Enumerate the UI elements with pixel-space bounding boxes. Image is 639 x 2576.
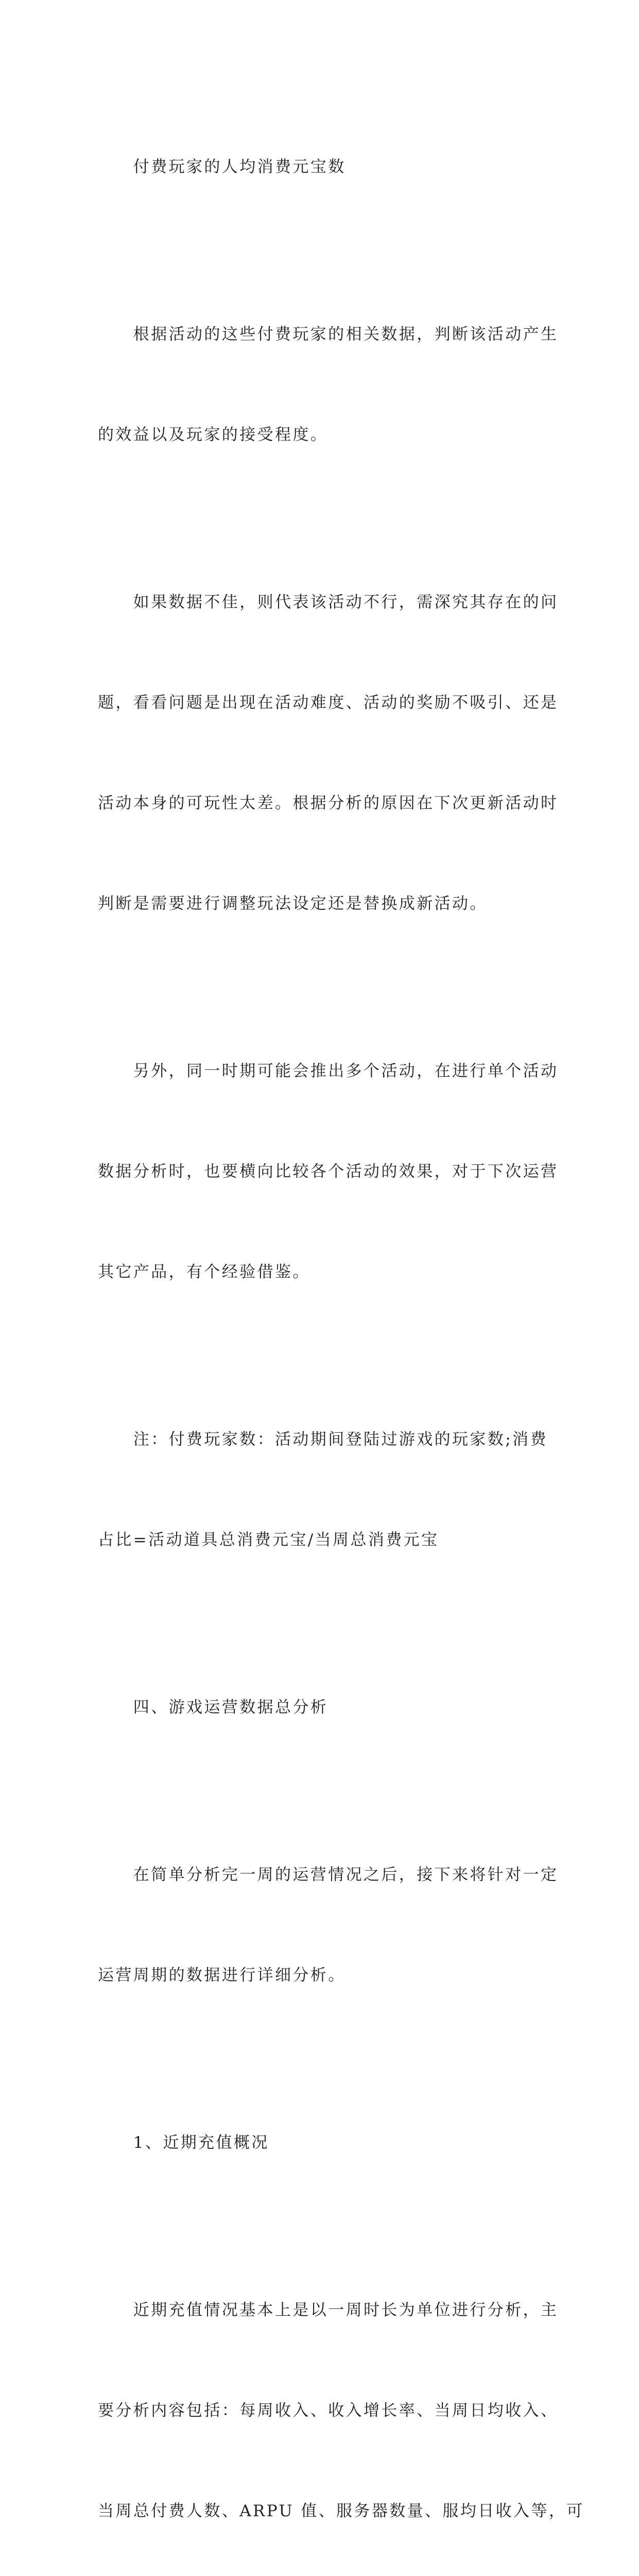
text-line: 占比=活动道具总消费元宝/当周总消费元宝 <box>98 1531 439 1549</box>
paragraph <box>98 251 561 519</box>
text-line: 的效益以及玩家的接受程度。 <box>98 426 329 444</box>
paragraph <box>98 1356 561 1624</box>
text-line: 运营周期的数据进行详细分析。 <box>98 1966 346 1985</box>
text-line: 活动本身的可玩性太差。根据分析的原因在下次更新活动时 <box>98 794 559 812</box>
paragraph <box>98 2227 584 2576</box>
text-line: 另外，同一时期可能会推出多个活动，在进行单个活动 <box>98 1062 559 1080</box>
text-line: 根据活动的这些付费玩家的相关数据，判断该活动产生 <box>98 325 559 344</box>
paragraph <box>98 83 561 251</box>
subsection-heading <box>98 2059 561 2227</box>
paragraph <box>98 519 561 988</box>
paragraph <box>98 1791 561 2059</box>
text-line: 判断是需要进行调整玩法设定还是替换成新活动。 <box>98 894 488 913</box>
text-line: 四、游戏运营数据总分析 <box>98 1698 329 1717</box>
text-line: 题，看看问题是出现在活动难度、活动的奖励不吸引、还是 <box>98 693 559 712</box>
text-line: 如果数据不佳，则代表该活动不行，需深究其存在的问 <box>98 593 559 612</box>
text-line: 要分析内容包括：每周收入、收入增长率、当周日均收入、 <box>98 2401 559 2420</box>
text-line: 付费玩家的人均消费元宝数 <box>98 158 346 176</box>
text-line: 数据分析时，也要横向比较各个活动的效果，对于下次运营 <box>98 1162 559 1181</box>
text-line: 在简单分析完一周的运营情况之后，接下来将针对一定 <box>98 1866 559 1884</box>
text-line: 1、近期充值概况 <box>98 2133 269 2152</box>
text-line: 近期充值情况基本上是以一周时长为单位进行分析，主 <box>98 2301 559 2319</box>
paragraph <box>98 988 561 1356</box>
section-heading <box>98 1624 561 1791</box>
text-line: 其它产品，有个经验借鉴。 <box>98 1263 310 1281</box>
text-line: 注：付费玩家数：活动期间登陆过游戏的玩家数;消费 <box>98 1430 548 1449</box>
text-line: 当周总付费人数、ARPU 值、服务器数量、服均日收入等，可 <box>98 2502 584 2520</box>
document-body <box>98 83 584 2576</box>
